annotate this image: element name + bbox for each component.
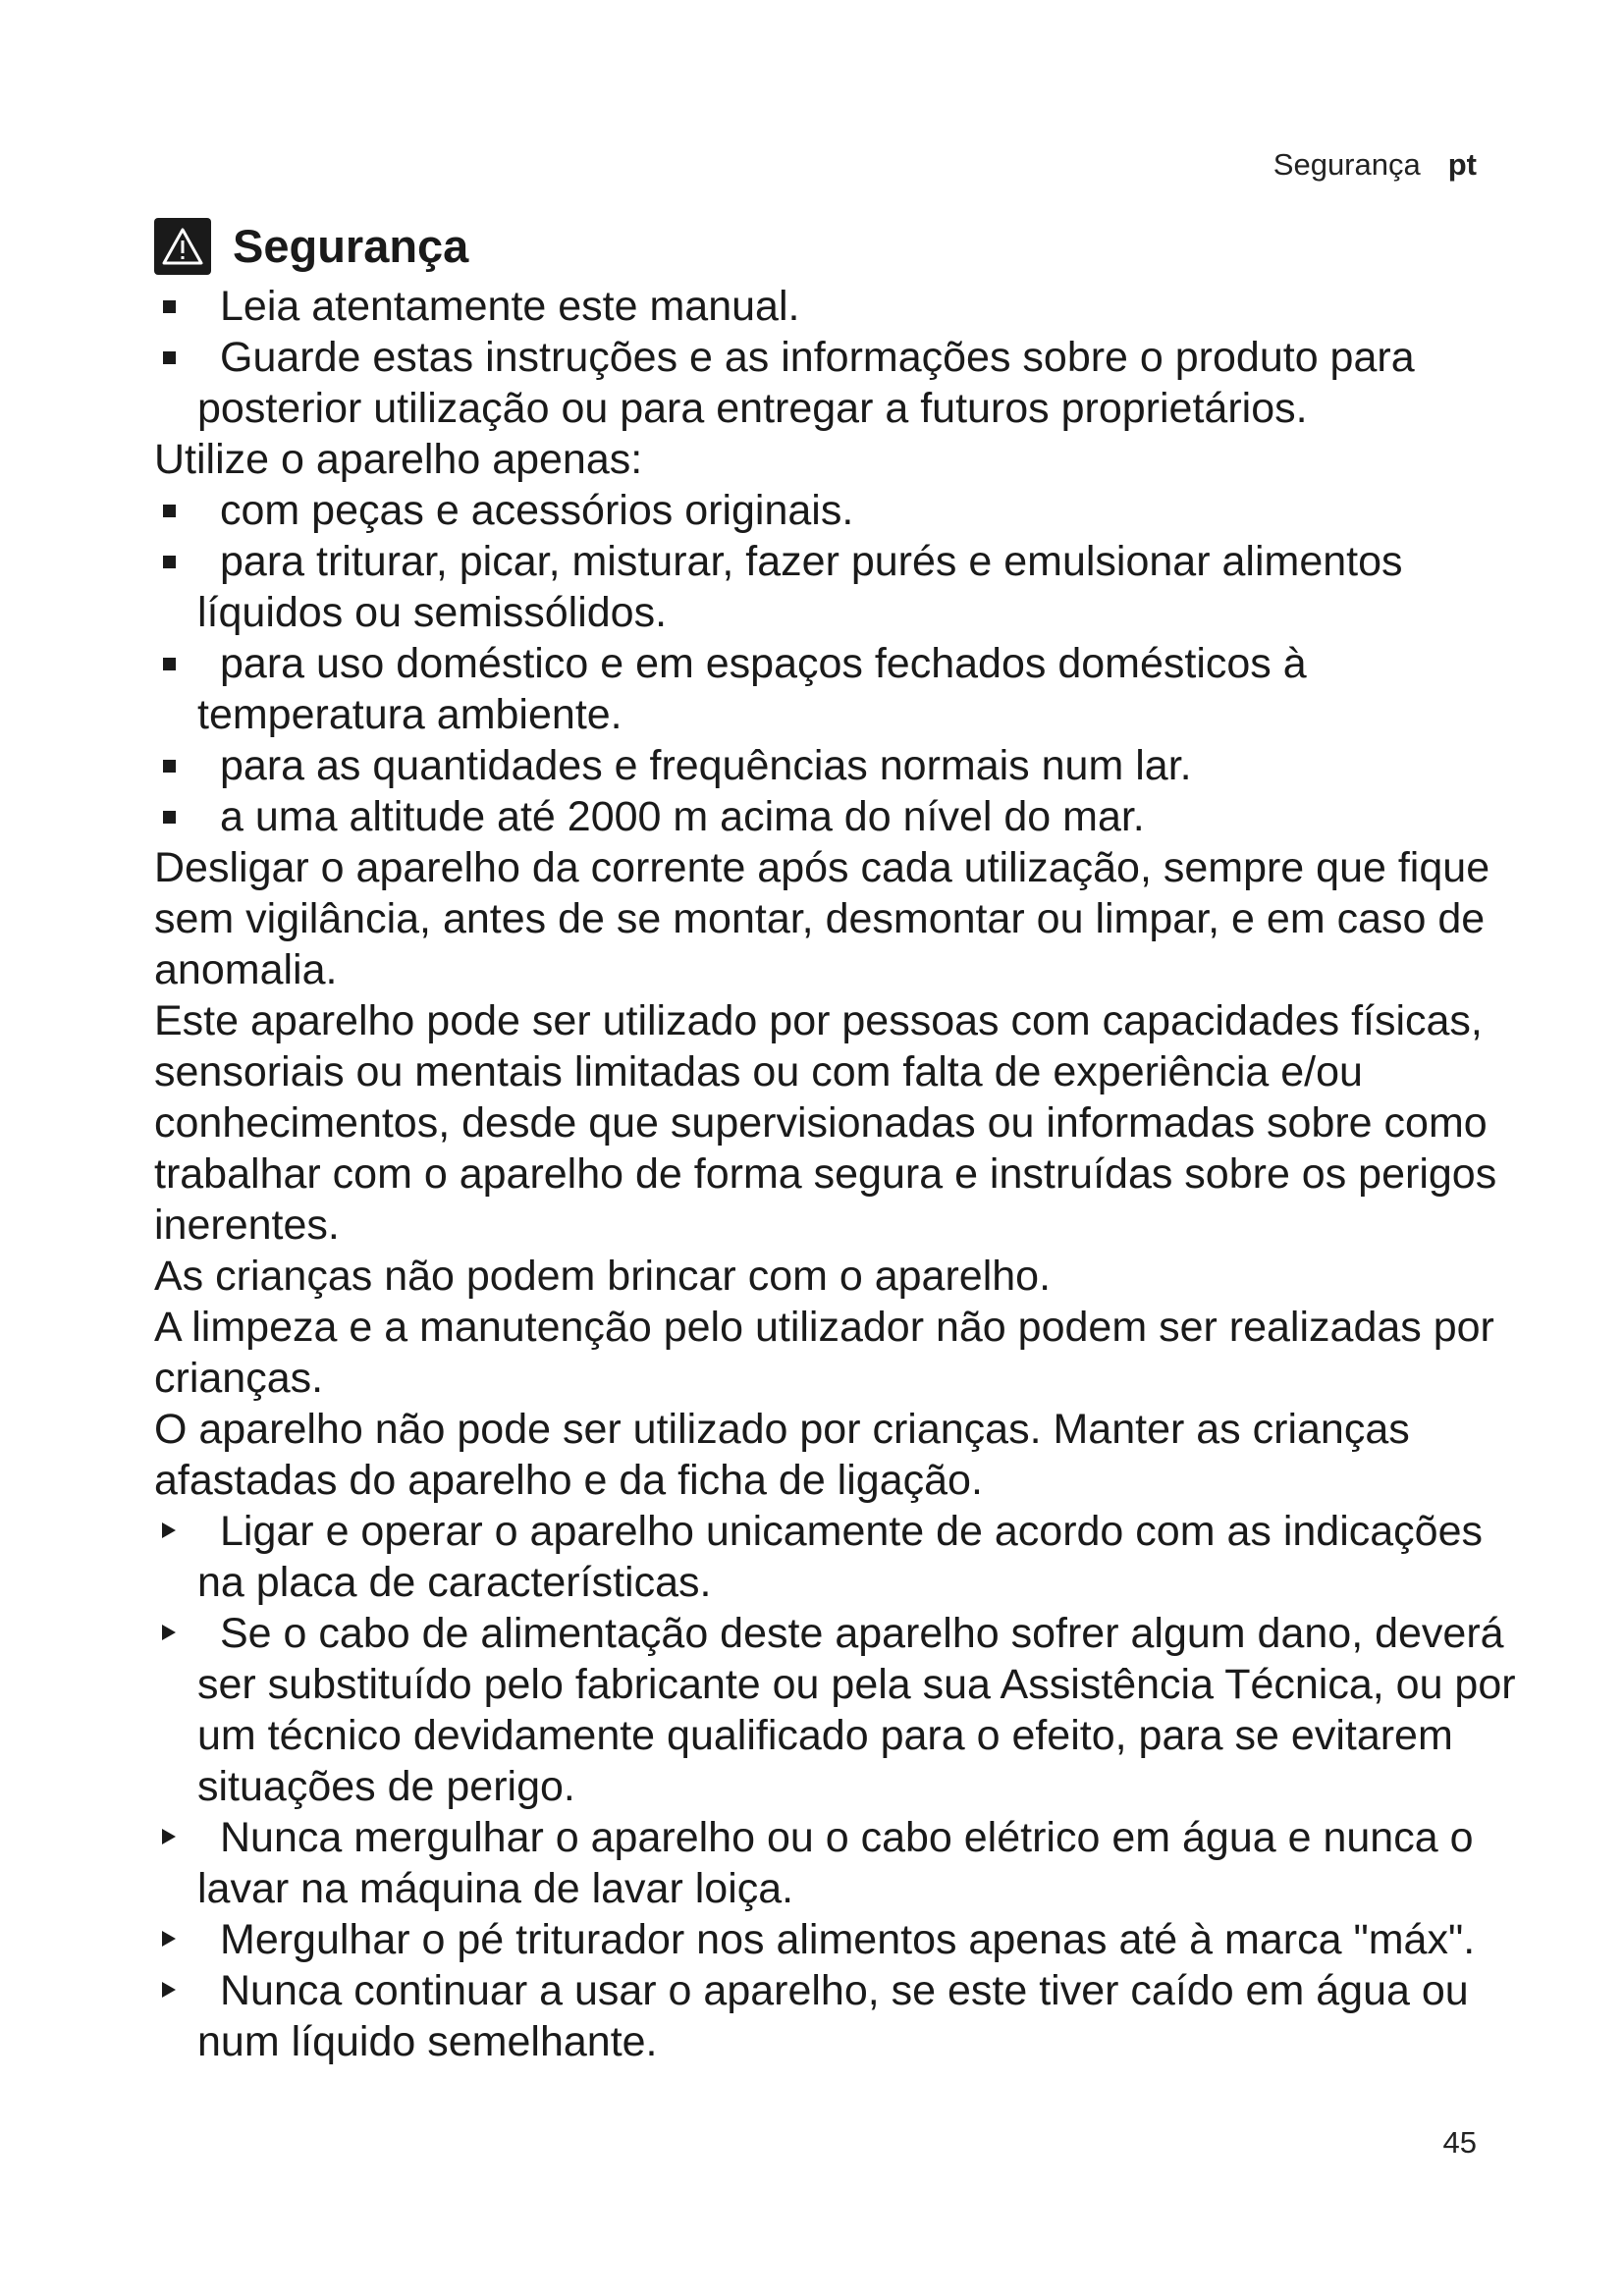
instruction-text: Nunca continuar a usar o aparelho, se este tiver caído em água ou num líquido semelhante.: [197, 1967, 1469, 2065]
running-header: [1273, 147, 1477, 183]
bullet-text: Leia atentamente este manual.: [220, 283, 800, 330]
page-content: [154, 214, 1524, 2067]
header-section: Segurança: [1272, 147, 1421, 182]
bullet-item: [154, 485, 1524, 536]
instruction-text: Ligar e operar o aparelho unicamente de acordo com as indicações na placa de características.: [197, 1508, 1484, 1606]
bullet-text: a uma altitude até 2000 m acima do nível do mar.: [220, 793, 1145, 840]
bullet-marker: [163, 351, 176, 364]
bullet-marker: [163, 811, 176, 824]
warning-triangle-icon: [154, 218, 211, 275]
arrow-right-icon: [162, 1522, 176, 1538]
arrow-right-icon: [162, 1625, 176, 1640]
instruction-item: [154, 1608, 1524, 1812]
bullet-text: para uso doméstico e em espaços fechados domésticos à temperatura ambiente.: [197, 640, 1307, 738]
bullet-item: [154, 536, 1524, 638]
safety-text: [154, 281, 1524, 2067]
bullet-text: Guarde estas instruções e as informações sobre o produto para posterior utilização ou para entregar a futuros proprietários.: [197, 334, 1415, 432]
bullet-item: [154, 332, 1524, 434]
paragraph: O aparelho não pode ser utilizado por crianças. Manter as crianças afastadas do aparelho e da ficha de ligação.: [154, 1406, 1410, 1504]
instruction-text: Nunca mergulhar o aparelho ou o cabo elétrico em água e nunca o lavar na máquina de lavar loiça.: [197, 1814, 1474, 1912]
paragraph: A limpeza e a manutenção pelo utilizador não podem ser realizadas por crianças.: [154, 1304, 1494, 1402]
bullet-text: para as quantidades e frequências normais num lar.: [220, 742, 1192, 789]
instruction-text: Mergulhar o pé triturador nos alimentos apenas até à marca "máx".: [220, 1916, 1476, 1963]
section-title: Segurança: [233, 220, 469, 272]
instruction-item: [154, 1812, 1524, 1914]
bullet-marker: [163, 658, 176, 670]
section-heading: [154, 214, 1524, 279]
arrow-right-icon: [162, 1982, 176, 1998]
paragraph: Desligar o aparelho da corrente após cada utilização, sempre que fique sem vigilância, antes de se montar, desmontar ou limpar, e em caso de anomalia.: [154, 844, 1490, 993]
bullet-text: com peças e acessórios originais.: [220, 487, 854, 534]
page-number: 45: [1442, 2125, 1477, 2160]
bullet-marker: [163, 505, 176, 517]
instruction-text: Se o cabo de alimentação deste aparelho sofrer algum dano, deverá ser substituído pelo fabricante ou pela sua Assistência Técnica, ou por um técnico devidamente qualificado para o efeito, para se evitarem situações de perigo.: [197, 1610, 1516, 1810]
instruction-item: [154, 1914, 1524, 1965]
paragraph: As crianças não podem brincar com o aparelho.: [154, 1253, 1052, 1300]
bullet-marker: [163, 300, 176, 313]
instruction-item: [154, 1965, 1524, 2067]
bullet-item: [154, 740, 1524, 791]
bullet-marker: [163, 556, 176, 568]
bullet-text: para triturar, picar, misturar, fazer purés e emulsionar alimentos líquidos ou semissólidos.: [197, 538, 1403, 636]
paragraph: Este aparelho pode ser utilizado por pessoas com capacidades físicas, sensoriais ou mentais limitadas ou com falta de experiência e/ou conhecimentos, desde que supervisionadas ou informadas sobre como trabalhar com o aparelho de forma segura e instruídas sobre os perigos inerentes.: [154, 997, 1497, 1249]
paragraph: Utilize o aparelho apenas:: [154, 436, 643, 483]
instruction-item: [154, 1506, 1524, 1608]
bullet-item: [154, 281, 1524, 332]
bullet-item: [154, 638, 1524, 740]
arrow-right-icon: [162, 1931, 176, 1947]
arrow-right-icon: [162, 1829, 176, 1844]
bullet-marker: [163, 760, 176, 773]
header-language: pt: [1447, 147, 1477, 182]
bullet-item: [154, 791, 1524, 842]
